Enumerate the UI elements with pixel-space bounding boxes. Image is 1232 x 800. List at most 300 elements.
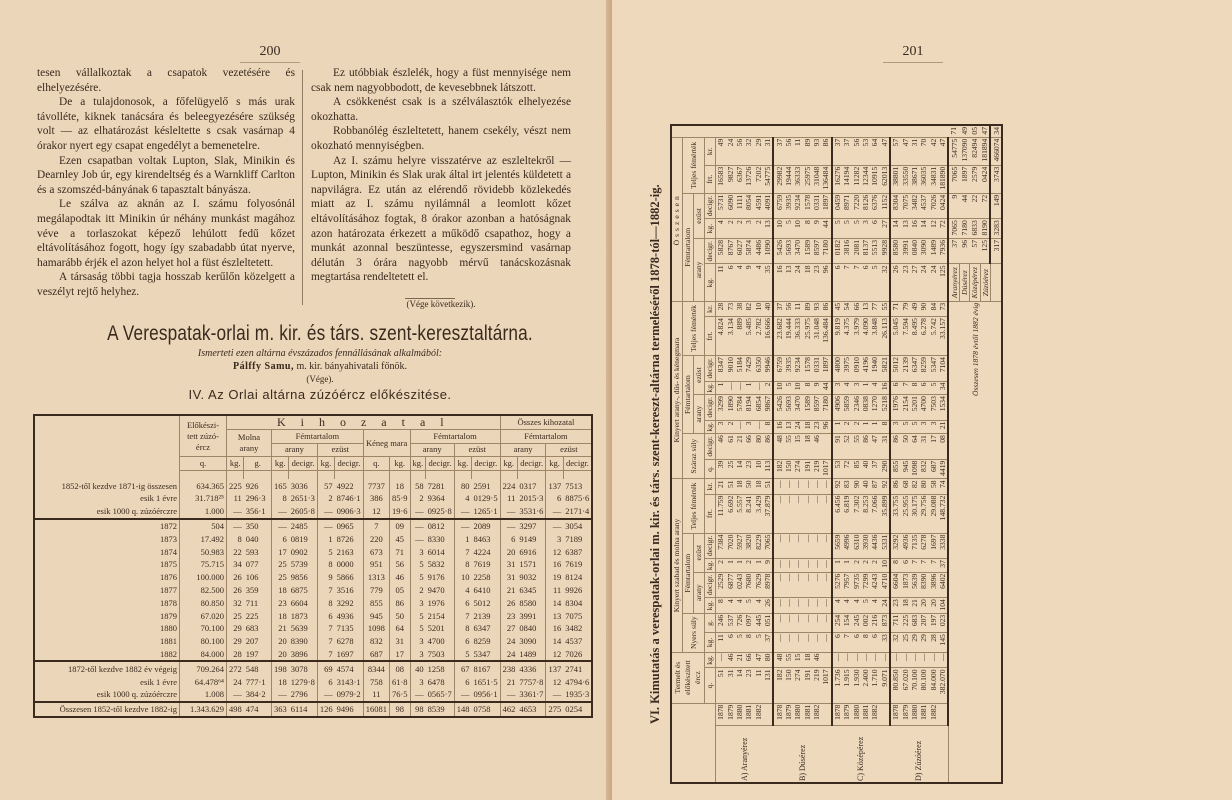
unit-header: decigr. (517, 457, 546, 471)
end-note: (Vége). (306, 374, 334, 384)
table-row (34, 505, 592, 519)
summary-cell: 7065 (948, 219, 959, 239)
table-cell: 64.478⁶⁴ (180, 675, 227, 688)
table-cell: 4 (716, 219, 726, 239)
year-label: 1882 (754, 703, 763, 725)
sum-cell: 9.071 (880, 668, 890, 703)
continued-note: (Vége következik). (406, 298, 476, 309)
table-cell: 11 (227, 492, 244, 505)
summary-cell: 9 (948, 193, 959, 218)
summary-cell: 8190 (980, 219, 990, 239)
table-cell: 56 (389, 558, 410, 571)
table-cell: 077 (244, 558, 272, 571)
table-cell: 687 (363, 648, 389, 662)
table-cell: 0000 (335, 558, 364, 571)
sum-marker (821, 703, 831, 725)
sum-cell: 08 (938, 434, 948, 459)
table-cell: 224 (500, 479, 517, 492)
table-cell: 80.100 (180, 635, 227, 648)
table-cell: — (793, 598, 802, 614)
table-cell: 6 (454, 635, 471, 648)
table-cell: 1 (861, 420, 870, 434)
table-cell: 296·3 (244, 492, 272, 505)
table-cell: 11 (546, 584, 563, 597)
table-cell: 5.557 (735, 494, 744, 533)
table-cell: 7075 (900, 193, 909, 218)
sum-cell: 6402 (938, 572, 948, 597)
table-row (861, 125, 870, 783)
table-cell: 7.066 (870, 494, 879, 533)
group-label: A) Aranyérez (716, 725, 774, 783)
unit-header: kg. (227, 457, 244, 471)
table-cell: 1697 (335, 648, 364, 662)
table-cell: 82 (744, 301, 753, 316)
table-cell: 6854 (754, 395, 763, 420)
table-cell: 3470 (793, 239, 802, 264)
unit-header: decigr. (705, 434, 716, 459)
table-cell: 7135 (910, 533, 919, 558)
table-cell: 002 (861, 613, 870, 632)
table-cell: 4537 (919, 193, 928, 218)
table-cell: 5784 (735, 395, 744, 420)
table-cell: 29 (910, 633, 919, 652)
table-cell: 3.848 (870, 317, 879, 356)
table-cell: 4 (851, 598, 860, 614)
unit-header: decigr. (705, 572, 716, 597)
table-cell: 66 (744, 434, 753, 459)
table-cell: 1940 (870, 356, 879, 381)
table-cell: 3090 (517, 635, 546, 648)
table-cell: 25 (272, 571, 289, 584)
table-cell: 13 (546, 609, 563, 622)
table-cell: 17 (929, 434, 938, 459)
header-gold: arany (694, 395, 705, 434)
table-cell: 6.692 (725, 494, 734, 533)
table-cell: 4224 (472, 545, 501, 558)
table-cell: 11 (500, 492, 517, 505)
table-cell: 274 (793, 668, 802, 703)
unit-header: q. (363, 457, 389, 471)
table-cell: 4 (725, 598, 734, 614)
header-silver: ezüst (317, 443, 363, 457)
table-cell: 0819 (289, 532, 318, 545)
table-cell: 3896 (929, 572, 938, 597)
table-cell: 18 (754, 479, 763, 494)
table-cell: 0331 (812, 356, 821, 381)
table-cell: 7757·8 (517, 675, 546, 688)
table-cell: 1 (744, 381, 753, 395)
table-cell: — (803, 479, 812, 494)
sum-cell: 5218 (880, 395, 890, 420)
table-cell: 356·1 (244, 505, 272, 519)
table-cell: 498 (227, 702, 244, 717)
table-cell: 7 (842, 264, 851, 301)
table-cell: — (500, 519, 517, 533)
table-cell: 9234 (793, 193, 802, 218)
table-row (784, 125, 793, 783)
author-line (40, 361, 600, 372)
summary-cell: 7180 (959, 219, 969, 239)
table-cell: 15 (793, 652, 802, 668)
sum-cell: 62013 (880, 165, 890, 193)
table-cell: 20 (929, 598, 938, 614)
group-label: C) Középérez (832, 725, 890, 783)
sum-cell: 1017 (821, 459, 831, 479)
header-full-value: Teljes fémérték (683, 137, 705, 193)
table-cell: 18 (272, 584, 289, 597)
table-cell: — (803, 494, 812, 533)
table-cell: 7 (842, 633, 851, 652)
sum-cell: 86 (763, 434, 773, 459)
header-prepared-ore: Előkészi-tett zúzó-ércz (180, 415, 227, 457)
table-cell: — (919, 652, 928, 668)
table-cell: 6604 (289, 596, 318, 609)
table-row (34, 635, 592, 648)
header-metal-content: Fémtartalom (683, 193, 694, 301)
table-cell: 4.090 (861, 317, 870, 356)
table-cell: — (929, 652, 938, 668)
unit-header: kg. (454, 457, 471, 471)
table-cell: 6478 (426, 675, 455, 688)
table-cell: 3.134 (725, 317, 734, 356)
unit-header: kg. (705, 633, 716, 652)
table-cell: 7 (910, 559, 919, 573)
table-cell: 548 (244, 661, 272, 675)
table-cell: 5 (861, 598, 870, 614)
sum-cell: 37 (763, 633, 773, 652)
table-cell: 54 (842, 301, 851, 316)
sum-cell: 382.070 (938, 668, 948, 703)
table-cell: 5 (842, 219, 851, 239)
table-cell: 1976 (890, 395, 900, 420)
table-row (744, 125, 753, 783)
table-cell: 53 (832, 459, 842, 479)
production-table (670, 124, 1003, 784)
table-cell: — (812, 494, 821, 533)
unit-header: decigr. (426, 457, 455, 471)
table-cell: — (725, 381, 734, 395)
table-cell: 2154 (900, 395, 909, 420)
table-cell: 61 (725, 434, 734, 459)
sum-cell: 37 (938, 559, 948, 573)
table-cell: 4574 (335, 661, 364, 675)
table-cell: 150 (784, 668, 793, 703)
table-cell: 9 (812, 219, 821, 239)
table-cell: 1 (832, 559, 842, 573)
table-cell: 8304 (890, 193, 900, 218)
sum-cell: 37.879 (763, 494, 773, 533)
table-cell: 64 (389, 622, 410, 635)
table-cell: 8194 (744, 395, 753, 420)
row-label: esik 1000 q. zúzóérczre (34, 688, 180, 702)
sum-cell: 4710 (880, 572, 890, 597)
table-cell: 3299 (716, 395, 726, 420)
table-cell: 20 (272, 635, 289, 648)
table-cell: 0979·2 (335, 688, 364, 702)
table-cell: 29 (227, 635, 244, 648)
sum-cell: 5331 (880, 533, 890, 558)
table-cell: 137 (546, 661, 563, 675)
table-cell: — (272, 505, 289, 519)
table-cell: 6367 (735, 165, 744, 193)
table-cell: 5874 (744, 239, 753, 264)
table-cell: 3 (716, 420, 726, 434)
table-cell: 72 (842, 459, 851, 479)
table-cell: 4 (754, 264, 763, 301)
unit-header: frt. (705, 317, 716, 356)
table-cell: 6 (546, 492, 563, 505)
table-cell: 0902 (289, 545, 318, 558)
table-cell: 7299 (861, 572, 870, 597)
table-cell: 9364 (426, 492, 455, 505)
table-cell: 4436 (870, 533, 879, 558)
sum-cell: 33.157 (938, 317, 948, 356)
table-cell: 1873 (900, 572, 909, 597)
table-cell: 216 (870, 613, 879, 632)
summary-cell: 82494 (970, 137, 980, 165)
table-cell: 3 (744, 420, 753, 434)
table-cell: 7680 (744, 572, 753, 597)
table-cell: 683 (244, 622, 272, 635)
table-cell: 1489 (517, 648, 546, 662)
table-cell: 6345 (517, 584, 546, 597)
table-title: VI. Kimutatás a verespatak-orlai m. kir. és társ. szent-kereszt-altárna termeléséről 1878-tól—1882-ig. (648, 184, 662, 724)
table-cell: 3896 (289, 648, 318, 662)
table-cell: 5 (454, 648, 471, 662)
year-label: 1879 (900, 703, 909, 725)
table-cell: 3 (546, 532, 563, 545)
table-cell: 8597 (812, 395, 821, 420)
unit-header: kg. (705, 420, 716, 434)
table-cell: 1 (725, 559, 734, 573)
table-cell: 8137 (861, 239, 870, 264)
table-cell: 219 (812, 459, 821, 479)
table-cell: 98 (389, 702, 410, 717)
table-cell: 726 (735, 613, 744, 632)
table-cell: 951 (363, 558, 389, 571)
table-cell: 55 (784, 434, 793, 459)
table-cell: 8 (803, 381, 812, 395)
table-cell: 86 (861, 434, 870, 459)
table-cell: 9010 (725, 356, 734, 381)
table-cell: 14 (546, 635, 563, 648)
table-row (34, 532, 592, 545)
table-cell: 24 (793, 264, 802, 301)
table-cell: 3 (410, 596, 426, 609)
table-cell: 5 (754, 633, 763, 652)
table-cell: — (546, 505, 563, 519)
table-cell: 8 (317, 558, 334, 571)
table-cell: 24 (500, 635, 517, 648)
table-cell: — (227, 505, 244, 519)
table-cell: 5.045 (890, 317, 900, 356)
summary-cell: 72 (980, 193, 990, 218)
sum-cell: 7104 (938, 356, 948, 381)
header-gold: arany (694, 239, 705, 302)
header-raw-weight: Nyers súly (683, 613, 705, 652)
rotated-table-block (648, 124, 1203, 784)
table-cell: 50.983 (180, 545, 227, 558)
unit-header: kg. (705, 598, 716, 614)
table-cell: 6376 (870, 193, 879, 218)
table-cell: 7 (851, 264, 860, 301)
table-cell: 34831 (929, 165, 938, 193)
table-cell: 3143·1 (335, 675, 364, 688)
header-silver: ezüst (694, 193, 705, 238)
table-cell: 64 (870, 137, 879, 165)
table-cell: 80.850 (180, 596, 227, 609)
table-cell: 18 (272, 609, 289, 622)
table-cell: 4 (454, 492, 471, 505)
table-cell: 20 (272, 648, 289, 662)
table-cell: 31 (910, 137, 919, 165)
table-cell: — (784, 572, 793, 597)
table-cell: 4 (754, 598, 763, 614)
summary-cell: 57 (970, 239, 980, 264)
table-cell: 66 (744, 652, 753, 668)
sum-cell: 7065 (763, 533, 773, 558)
table-cell: — (832, 652, 842, 668)
table-cell: 4 (832, 598, 842, 614)
table-cell: — (227, 519, 244, 533)
header-silver: ezüst (694, 533, 705, 572)
sum-cell: 1897 (821, 356, 831, 381)
table-row (34, 702, 592, 717)
sum-cell: 33 (880, 633, 890, 652)
table-cell: 11 (793, 137, 802, 165)
table-cell: — (803, 633, 812, 652)
table-cell: 8 (272, 492, 289, 505)
table-cell: 0243 (735, 572, 744, 597)
table-cell: 6410 (472, 584, 501, 597)
header-gold: arany (272, 443, 318, 457)
table-cell: — (735, 381, 744, 395)
table-cell: 6114 (289, 702, 318, 717)
table-cell: 9176 (426, 571, 455, 584)
table-cell: 37 (842, 137, 851, 165)
table-cell: 4486 (754, 239, 763, 264)
table-cell: 8054 (744, 193, 753, 218)
table-cell: 8259 (919, 356, 928, 381)
summary-cell: 181894 (980, 137, 990, 165)
table-cell: 8597 (812, 239, 821, 264)
table-cell: 4.824 (716, 317, 726, 356)
table-cell: 7202 (754, 165, 763, 193)
table-cell: 8.253 (861, 494, 870, 533)
table-cell: 50 (900, 434, 909, 459)
table-cell: — (793, 613, 802, 632)
table-cell: 11 (716, 633, 726, 652)
sum-cell: 86 (821, 301, 831, 316)
table-cell: 4243 (870, 572, 879, 597)
table-cell: 8875·6 (563, 492, 592, 505)
table-cell: 709.264 (180, 661, 227, 675)
sum-cell: 47 (938, 137, 948, 165)
sum-cell: 9 (763, 559, 773, 573)
table-cell: 6759 (773, 193, 783, 218)
table-row (754, 125, 763, 783)
table-cell: 7503 (929, 395, 938, 420)
unit-header: kg. (705, 559, 716, 573)
table-cell: 9234 (793, 356, 802, 381)
table-cell: 6875 (289, 584, 318, 597)
table-row (34, 571, 592, 584)
table-cell: — (317, 519, 334, 533)
group-label-header (671, 703, 716, 783)
table-cell: — (454, 505, 471, 519)
table-cell: 9 (812, 381, 821, 395)
table-cell: 31 (500, 558, 517, 571)
table-cell: 09 (389, 519, 410, 533)
summary-row-label: Dúsérez (959, 264, 969, 301)
table-row (34, 558, 592, 571)
table-cell: 3 (929, 420, 938, 434)
table-cell: 16081 (363, 702, 389, 717)
unit-header: kg. (546, 457, 563, 471)
table-cell: 7513 (563, 479, 592, 492)
table-cell: 0956·1 (472, 688, 501, 702)
table-cell: 5639 (910, 572, 919, 597)
table-cell: 3078 (289, 661, 318, 675)
table-cell: 8767 (725, 239, 734, 264)
table-cell: 1.930 (851, 668, 860, 703)
table-cell: 10 (754, 301, 763, 316)
table-cell: 0254 (563, 702, 592, 717)
table-cell: 2741 (563, 661, 592, 675)
header-silver: ezüst (546, 443, 592, 457)
table-cell: 5201 (426, 622, 455, 635)
row-label: 1872 (34, 519, 180, 533)
table-cell: 21 (735, 434, 744, 459)
table-cell: 1589 (803, 239, 812, 264)
table-cell: 1.915 (842, 668, 851, 703)
table-cell: 2015·3 (517, 492, 546, 505)
table-cell: 4336 (517, 661, 546, 675)
table-cell: 21 (272, 622, 289, 635)
table-cell: 1 (754, 559, 763, 573)
table-cell: 6 (725, 633, 734, 652)
table-cell: 18 (803, 420, 812, 434)
paragraph: tesen vállalkoztak a csapatok vezetésére és elhelyezésére. (37, 67, 295, 94)
table-cell: 1.000 (180, 505, 227, 519)
table-cell: 1098 (910, 459, 919, 479)
header-metal-content: Fémtartalom (272, 429, 364, 443)
sum-cell: 96 (821, 264, 831, 301)
sum-cell: — (938, 652, 948, 668)
table-cell: 945 (900, 459, 909, 479)
sum-cell: 104 (938, 598, 948, 614)
table-cell: 18 (735, 479, 744, 494)
table-cell: 779 (363, 584, 389, 597)
paragraph: Le szálva az aknán az I. számu folyosónál megálapodtak itt Minikin úr néhány munkást magához véve a torlaszokat képező lehúlott fedű kőzet eltávolításához fogott, hogy így szabadabb útat nyerve, hamarább érjék el azon helyet hol a füst észleltetett. (37, 198, 295, 269)
sum-cell: 35 (763, 264, 773, 301)
table-cell: 220 (363, 532, 389, 545)
table-cell: 5426 (773, 395, 783, 420)
table-cell: 32 (890, 633, 900, 652)
table-cell: 12 (546, 648, 563, 662)
table-cell: 18 (803, 434, 812, 459)
table-cell: 777·1 (244, 675, 272, 688)
table-cell: 84 (929, 301, 938, 316)
sum-cell: 72 (938, 219, 948, 239)
table-cell: 8390 (919, 572, 928, 597)
table-cell: 26 (227, 571, 244, 584)
sum-cell: — (821, 533, 831, 558)
table-cell: 40 (861, 479, 870, 494)
table-cell: 5 (410, 622, 426, 635)
table-cell: 29 (754, 137, 763, 165)
table-cell: 16 (546, 622, 563, 635)
